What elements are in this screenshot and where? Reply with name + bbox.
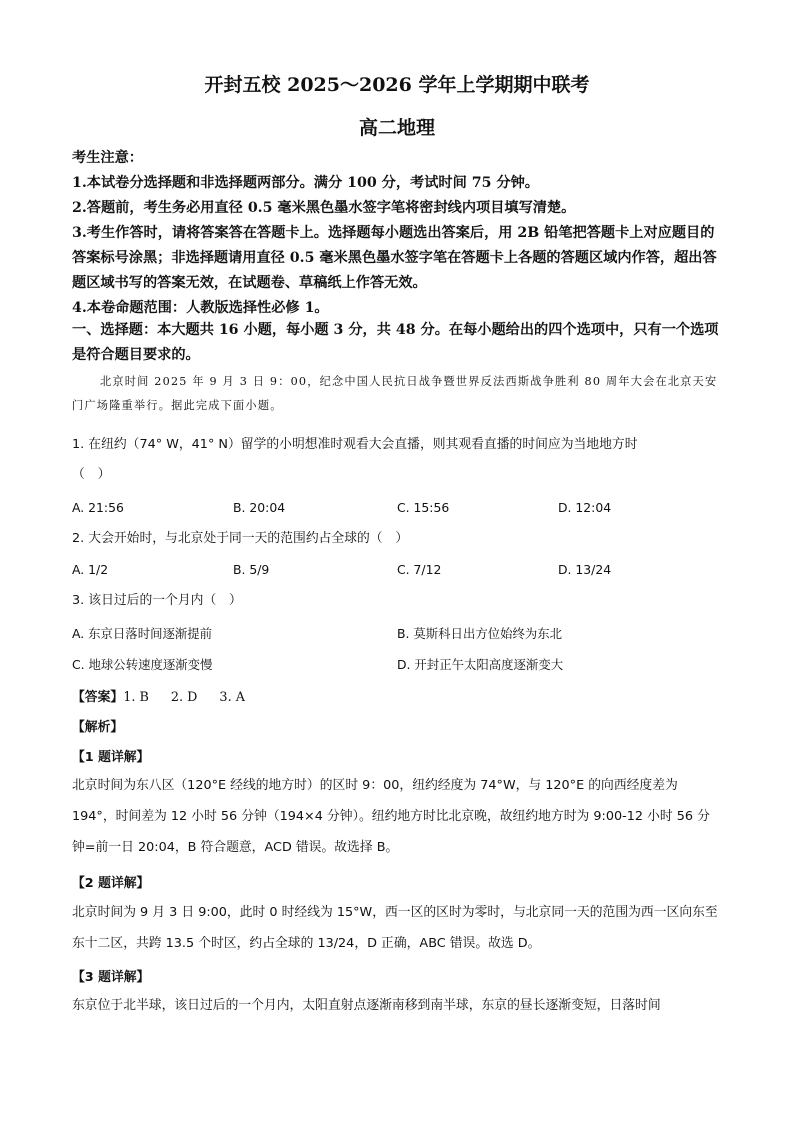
notice-item-1: 1.本试卷分选择题和非选择题两部分。满分 100 分，考试时间 75 分钟。 — [72, 175, 539, 191]
notice-item-2: 2.答题前，考生务必用直径 0.5 毫米黑色墨水签字笔将密封线内项目填写清楚。 — [72, 200, 576, 216]
question-2 — [72, 524, 722, 554]
notice-heading: 考生注意： — [72, 150, 143, 166]
analysis-label: 【解析】 — [72, 720, 124, 735]
question-3-stem: 3. 该日过后的一个月内（ ） — [72, 593, 242, 608]
analysis-part-3-text: 东京位于北半球，该日过后的一个月内，太阳直射点逐渐南移到南半球，东京的昼长逐渐变短，日落时间 — [72, 998, 661, 1013]
analysis-part-2-body — [72, 897, 722, 959]
question-3-option-c: C. 地球公转速度逐渐变慢 — [72, 657, 213, 672]
analysis-part-3 — [72, 966, 722, 985]
answer-label: 【答案】 — [72, 690, 124, 705]
notice-item-4: 4.本卷命题范围：人教版选择性必修 1。 — [72, 300, 329, 316]
analysis-part-2-heading: 【2 题详解】 — [72, 876, 150, 891]
analysis-part-1 — [72, 746, 722, 765]
notice-item-3: 3.考生作答时，请将答案答在答题卡上。选择题每小题选出答案后，用 2B 铅笔把答题卡上对应题目的答案标号涂黑；非选择题请用直径 0.5 毫米黑色墨水签字笔在答题卡上各题的答题区域内作答，超出答题区域书写的答案无效，在试题卷、草稿纸上作答无效。 — [72, 225, 717, 291]
question-3-option-b: B. 莫斯科日出方位始终为东北 — [397, 626, 563, 641]
answer-2: 2. D — [170, 690, 198, 705]
answer-3: 3. A — [219, 690, 245, 705]
question-2-option-a: A. 1/2 — [72, 562, 109, 577]
question-1-option-a: A. 21:56 — [72, 500, 124, 515]
section-heading: 一、选择题：本大题共 16 小题，每小题 3 分，共 48 分。在每小题给出的四个选项中，只有一个选项是符合题目要求的。 — [72, 322, 719, 363]
analysis-part-1-text: 北京时间为东八区（120°E 经线的地方时）的区时 9：00，纽约经度为 74°W，与 120°E 的向西经度差为 194°，时间差为 12 小时 56 分钟（194×4 分钟）。纽约地方时比北京晚，故纽约地方时为 9:00-12 小时 56 分钟=前一日 20:04，B 符合题意，ACD 错误。故选择 B。 — [72, 778, 710, 855]
question-1 — [72, 430, 722, 490]
analysis-part-1-heading: 【1 题详解】 — [72, 750, 150, 765]
section-heading-block — [72, 318, 722, 368]
notice-block — [72, 146, 722, 321]
analysis-part-3-heading: 【3 题详解】 — [72, 970, 150, 985]
question-2-option-b: B. 5/9 — [233, 562, 270, 577]
answer-1: 1. B — [123, 690, 149, 705]
question-3-option-d: D. 开封正午太阳高度逐渐变大 — [397, 657, 564, 672]
question-3-option-a: A. 东京日落时间逐渐提前 — [72, 626, 213, 641]
analysis-part-1-body — [72, 770, 722, 863]
exam-title: 开封五校 2025～2026 学年上学期期中联考 — [204, 74, 590, 96]
exam-subject: 高二地理 — [358, 117, 435, 139]
passage-block — [72, 370, 722, 418]
question-3 — [72, 586, 722, 616]
question-1-option-b: B. 20:04 — [233, 500, 286, 515]
question-1-option-d: D. 12:04 — [558, 500, 612, 515]
question-2-option-c: C. 7/12 — [397, 562, 442, 577]
question-1-stem-cont: （ ） — [72, 467, 111, 482]
analysis-label-block — [72, 716, 722, 735]
passage-text: 北京时间 2025 年 9 月 3 日 9：00，纪念中国人民抗日战争暨世界反法西斯战争胜利 80 周年大会在北京天安门广场隆重举行。据此完成下面小题。 — [72, 375, 718, 412]
question-2-option-d: D. 13/24 — [558, 562, 612, 577]
analysis-part-2 — [72, 872, 722, 891]
analysis-part-3-body — [72, 990, 722, 1021]
question-1-option-c: C. 15:56 — [397, 500, 450, 515]
question-1-stem: 1. 在纽约（74° W，41° N）留学的小明想准时观看大会直播，则其观看直播的时间应为当地地方时 — [72, 437, 638, 452]
analysis-part-2-text: 北京时间为 9 月 3 日 9:00，此时 0 时经线为 15°W，西一区的区时为零时，与北京同一天的范围为西一区向东至东十二区，共跨 13.5 个时区，约占全球的 13/24，D 正确，ABC 错误。故选 D。 — [72, 905, 718, 951]
answer-line — [72, 686, 722, 706]
question-2-stem: 2. 大会开始时，与北京处于同一天的范围约占全球的（ ） — [72, 531, 409, 546]
